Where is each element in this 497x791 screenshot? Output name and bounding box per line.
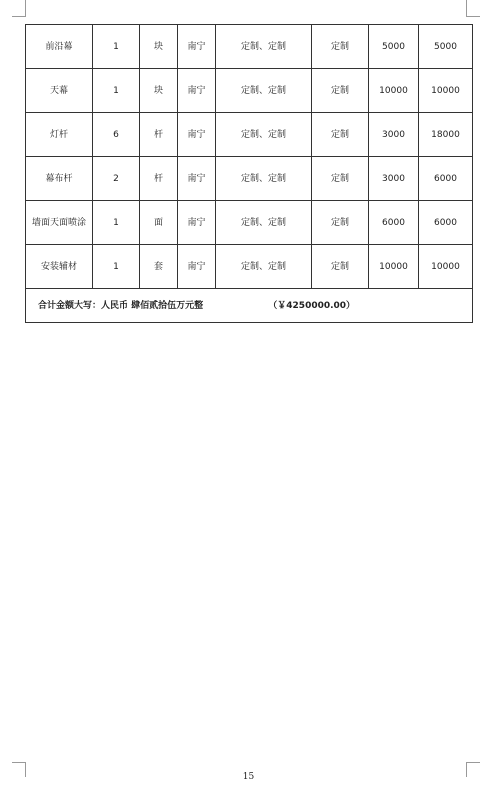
item-qty: 1 — [93, 25, 140, 69]
item-qty: 6 — [93, 113, 140, 157]
table-row — [26, 113, 473, 157]
table-row — [26, 25, 473, 69]
crop-mark-top-left — [12, 0, 26, 17]
table-row — [26, 157, 473, 201]
item-name: 灯杆 — [26, 113, 93, 157]
item-total: 18000 — [419, 113, 473, 157]
item-name: 天幕 — [26, 69, 93, 113]
item-qty: 1 — [93, 245, 140, 289]
item-name: 前沿幕 — [26, 25, 93, 69]
item-total: 6000 — [419, 201, 473, 245]
item-price: 3000 — [369, 157, 419, 201]
item-spec: 定制、定制 — [216, 245, 312, 289]
item-spec: 定制、定制 — [216, 157, 312, 201]
table-row — [26, 201, 473, 245]
item-name: 幕布杆 — [26, 157, 93, 201]
item-unit: 杆 — [140, 157, 178, 201]
item-place: 南宁 — [178, 25, 216, 69]
item-name: 安装辅材 — [26, 245, 93, 289]
item-unit: 块 — [140, 25, 178, 69]
total-row — [26, 289, 473, 323]
item-price: 5000 — [369, 25, 419, 69]
item-qty: 1 — [93, 201, 140, 245]
item-place: 南宁 — [178, 69, 216, 113]
item-type: 定制 — [312, 69, 369, 113]
item-spec: 定制、定制 — [216, 69, 312, 113]
item-total: 10000 — [419, 245, 473, 289]
item-type: 定制 — [312, 245, 369, 289]
item-total: 6000 — [419, 157, 473, 201]
total-amount: （￥4250000.00） — [268, 300, 356, 311]
table-row — [26, 69, 473, 113]
item-total: 5000 — [419, 25, 473, 69]
item-place: 南宁 — [178, 157, 216, 201]
item-name: 墙面天面喷涂 — [26, 201, 93, 245]
item-spec: 定制、定制 — [216, 113, 312, 157]
item-spec: 定制、定制 — [216, 25, 312, 69]
item-price: 10000 — [369, 69, 419, 113]
item-price: 10000 — [369, 245, 419, 289]
total-label: 合计金额大写：人民币 肆佰贰拾伍万元整 — [38, 300, 204, 311]
crop-mark-top-right — [466, 0, 480, 17]
item-unit: 杆 — [140, 113, 178, 157]
item-type: 定制 — [312, 113, 369, 157]
item-spec: 定制、定制 — [216, 201, 312, 245]
item-qty: 1 — [93, 69, 140, 113]
item-place: 南宁 — [178, 113, 216, 157]
item-unit: 套 — [140, 245, 178, 289]
item-total: 10000 — [419, 69, 473, 113]
item-price: 6000 — [369, 201, 419, 245]
item-place: 南宁 — [178, 245, 216, 289]
item-price: 3000 — [369, 113, 419, 157]
item-type: 定制 — [312, 201, 369, 245]
item-unit: 块 — [140, 69, 178, 113]
total-cell — [26, 289, 473, 323]
item-qty: 2 — [93, 157, 140, 201]
table-row — [26, 245, 473, 289]
price-table — [25, 24, 473, 323]
item-place: 南宁 — [178, 201, 216, 245]
item-unit: 面 — [140, 201, 178, 245]
item-type: 定制 — [312, 25, 369, 69]
page-number: 15 — [242, 772, 255, 782]
item-type: 定制 — [312, 157, 369, 201]
